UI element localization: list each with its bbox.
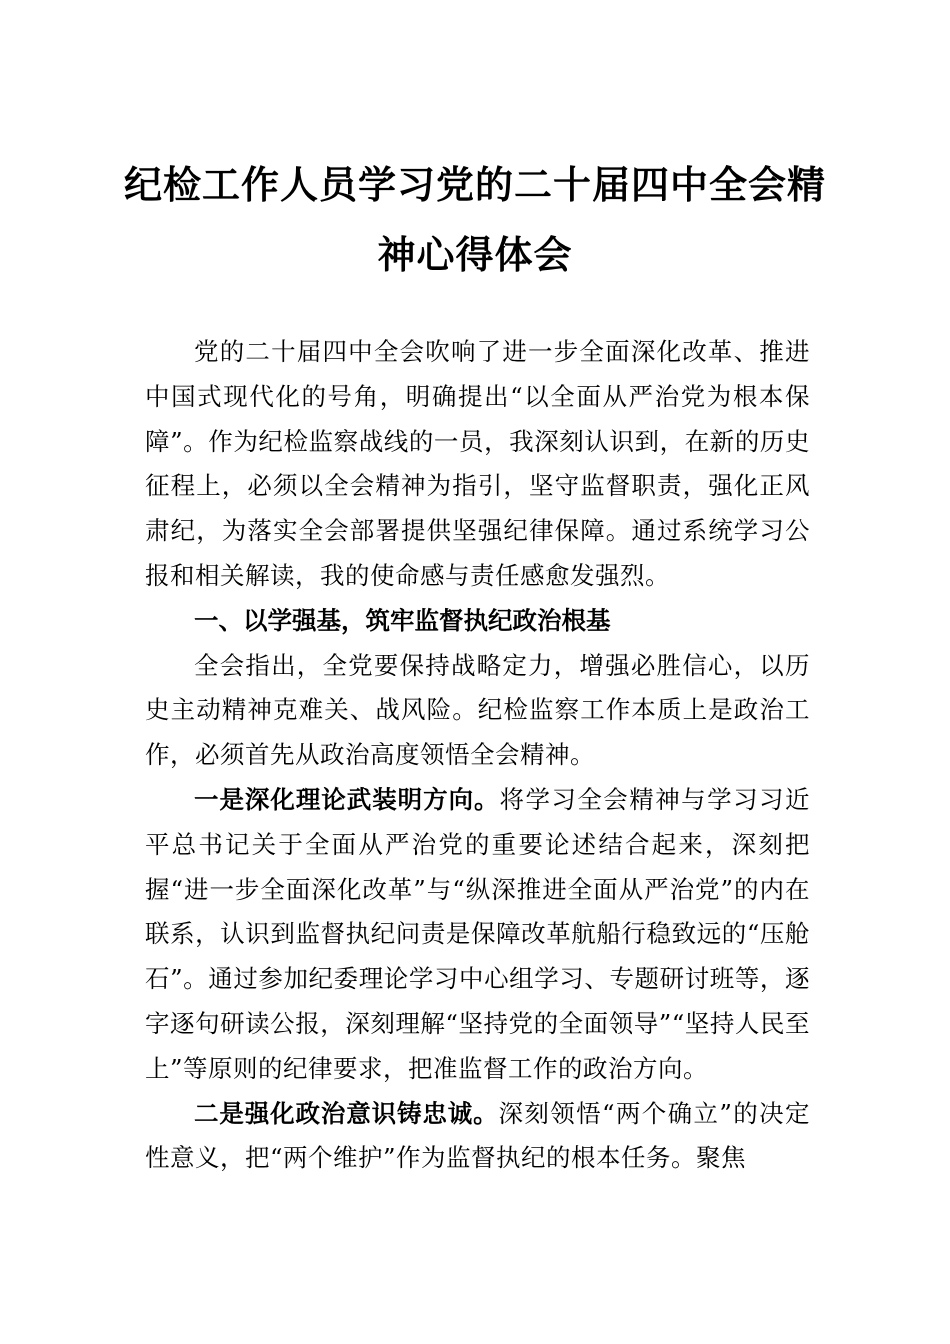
point-2-paragraph: [145, 1092, 810, 1182]
point-2-text: 深刻领悟“两个确立”的决定性意义，把“两个维护”作为监督执纪的根本任务。聚焦: [145, 1098, 810, 1173]
point-1-lead: 一是深化理论武装明方向。: [194, 784, 500, 814]
document-title-line-2: 神心得体会: [377, 232, 573, 277]
document-body: [145, 330, 810, 1181]
section-1-intro-paragraph: 全会指出，全党要保持战略定力，增强必胜信心，以历史主动精神克难关、战风险。纪检监察工作本质上是政治工作，必须首先从政治高度领悟全会精神。: [145, 650, 810, 770]
section-1-heading: 一、以学强基，筑牢监督执纪政治根基: [194, 605, 611, 635]
point-2-lead: 二是强化政治意识铸忠诚。: [194, 1098, 499, 1128]
document-title-line-1: 纪检工作人员学习党的二十届四中全会精: [123, 162, 826, 207]
point-1-text: 将学习全会精神与学习习近平总书记关于全面从严治党的重要论述结合起来，深刻把握“进一步全面深化改革”与“纵深推进全面从严治党”的内在联系，认识到监督执纪问责是保障改革航船行稳致远的“压舱石”。通过参加纪委理论学习中心组学习、专题研讨班等，逐字逐句研读公报，深刻理解“坚持党的全面领导”“坚持人民至上”等原则的纪律要求，把准监督工作的政治方向。: [145, 784, 811, 1083]
intro-paragraph: 党的二十届四中全会吹响了进一步全面深化改革、推进中国式现代化的号角，明确提出“以全面从严治党为根本保障”。作为纪检监察战线的一员，我深刻认识到，在新的历史征程上，必须以全会精神为指引，坚守监督职责，强化正风肃纪，为落实全会部署提供坚强纪律保障。通过系统学习公报和相关解读，我的使命感与责任感愈发强烈。: [145, 337, 810, 590]
point-1-paragraph: [145, 778, 810, 1092]
